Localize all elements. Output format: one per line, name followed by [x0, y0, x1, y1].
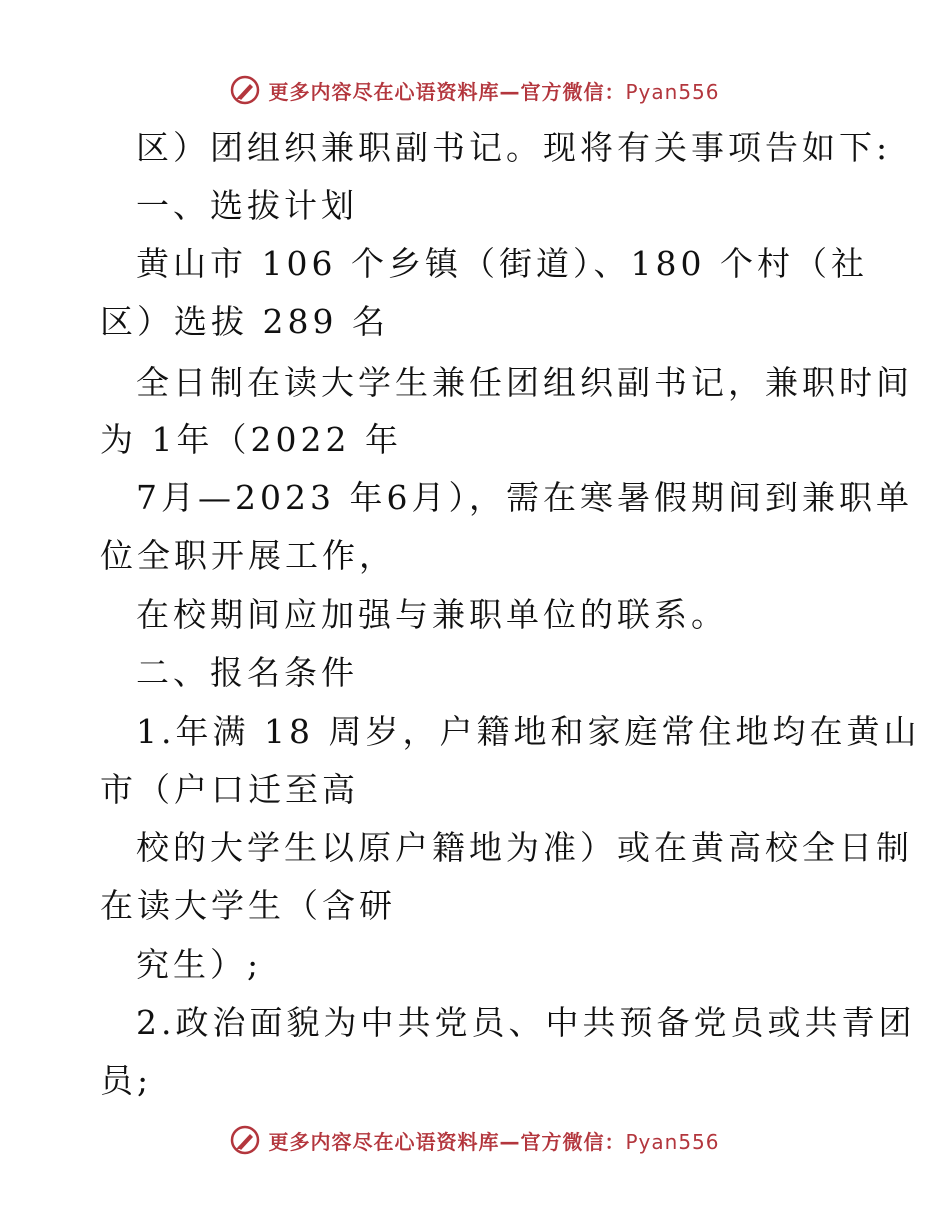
text-line: 区）选拔 289 名 [100, 302, 389, 341]
banner-wechat-id: Pyan556 [625, 1129, 720, 1154]
pen-seal-logo-icon [230, 75, 260, 105]
text-line: 7月—2023 年6月），需在寒暑假期间到兼职单 [136, 478, 913, 517]
text-line: 2.政治面貌为中共党员、中共预备党员或共青团 [136, 1003, 916, 1042]
pen-seal-logo-icon [230, 1125, 260, 1155]
header-watermark-banner [0, 70, 950, 110]
banner-slogan: 更多内容尽在心语资料库—官方微信： [268, 1129, 626, 1154]
section-heading: 二、报名条件 [136, 653, 358, 692]
text-line: 市（户口迁至高 [100, 770, 359, 809]
banner-wechat-id: Pyan556 [625, 79, 720, 104]
banner-text [268, 1126, 719, 1155]
text-line: 黄山市 106 个乡镇（街道）、180 个村（社 [136, 244, 868, 283]
text-line: 校的大学生以原户籍地为准）或在黄高校全日制 [136, 828, 913, 867]
text-line: 员; [100, 1061, 153, 1100]
banner-text [268, 76, 719, 105]
banner-slogan: 更多内容尽在心语资料库—官方微信： [268, 79, 626, 104]
footer-watermark-banner [0, 1120, 950, 1160]
text-line: 为 1年（2022 年 [100, 420, 402, 459]
text-line: 在读大学生（含研 [100, 886, 396, 925]
text-line: 全日制在读大学生兼任团组织副书记，兼职时间 [136, 363, 913, 402]
text-line: 在校期间应加强与兼职单位的联系。 [136, 595, 728, 634]
text-line: 区）团组织兼职副书记。现将有关事项告如下: [136, 128, 892, 167]
section-heading: 一、选拔计划 [136, 186, 358, 225]
text-line: 位全职开展工作， [100, 536, 396, 575]
text-line: 1.年满 18 周岁，户籍地和家庭常住地均在黄山 [136, 712, 921, 751]
text-line: 究生）; [136, 945, 263, 984]
